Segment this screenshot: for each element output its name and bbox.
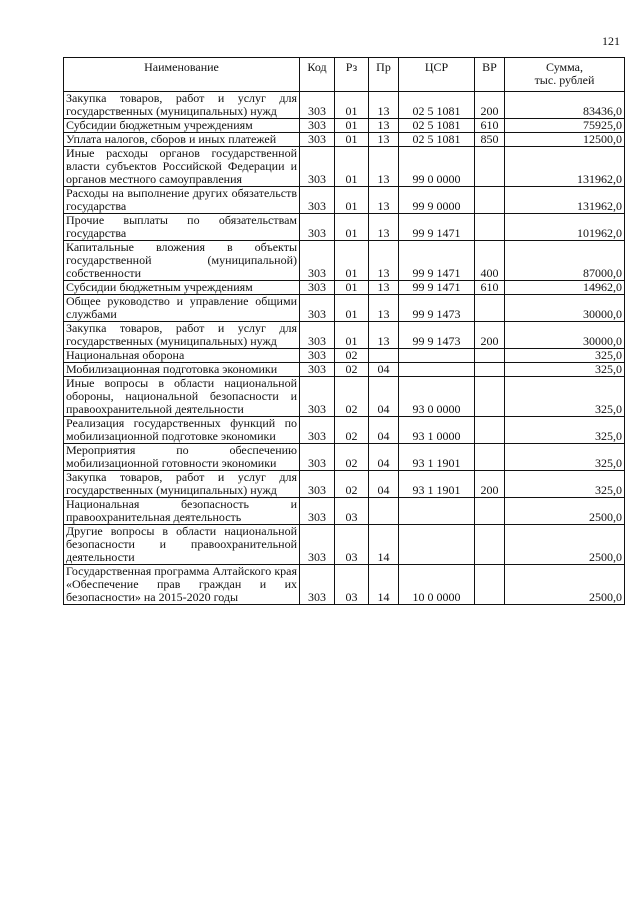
table-row (64, 295, 625, 322)
cell-vr: 610 (475, 119, 505, 133)
table-row (64, 471, 625, 498)
table-row (64, 349, 625, 363)
cell-kod: 303 (300, 498, 335, 525)
cell-kod: 303 (300, 322, 335, 349)
cell-rz: 02 (335, 377, 369, 417)
cell-rz: 02 (335, 471, 369, 498)
page-number: 121 (602, 34, 620, 48)
cell-kod: 303 (300, 471, 335, 498)
cell-rz: 01 (335, 295, 369, 322)
cell-name: Иные расходы органов государственной власти субъектов Российской Федерации и органов местного самоуправления (64, 147, 300, 187)
table-row (64, 525, 625, 565)
cell-name: Прочие выплаты по обязательствам государства (64, 214, 300, 241)
cell-sum: 101962,0 (505, 214, 625, 241)
cell-pr: 13 (369, 241, 399, 281)
table-row (64, 417, 625, 444)
cell-kod: 303 (300, 349, 335, 363)
table-row (64, 363, 625, 377)
cell-vr (475, 565, 505, 605)
cell-pr: 04 (369, 363, 399, 377)
cell-kod: 303 (300, 187, 335, 214)
cell-pr: 04 (369, 417, 399, 444)
cell-name: Общее руководство и управление общими службами (64, 295, 300, 322)
cell-pr: 13 (369, 322, 399, 349)
cell-vr (475, 147, 505, 187)
cell-sum: 14962,0 (505, 281, 625, 295)
cell-pr: 13 (369, 119, 399, 133)
cell-pr (369, 349, 399, 363)
cell-csr: 99 9 1471 (399, 241, 475, 281)
cell-csr: 10 0 0000 (399, 565, 475, 605)
cell-vr (475, 525, 505, 565)
cell-vr: 200 (475, 322, 505, 349)
header-rz: Рз (335, 58, 369, 92)
cell-kod: 303 (300, 133, 335, 147)
header-kod: Код (300, 58, 335, 92)
cell-rz: 02 (335, 417, 369, 444)
table-row (64, 241, 625, 281)
cell-pr: 04 (369, 444, 399, 471)
cell-sum: 75925,0 (505, 119, 625, 133)
cell-name: Национальная оборона (64, 349, 300, 363)
cell-kod: 303 (300, 119, 335, 133)
cell-rz: 01 (335, 147, 369, 187)
cell-pr: 13 (369, 92, 399, 119)
table-row (64, 322, 625, 349)
table-row (64, 133, 625, 147)
cell-name: Мероприятия по обеспечению мобилизационной готовности экономики (64, 444, 300, 471)
cell-kod: 303 (300, 241, 335, 281)
cell-pr: 13 (369, 295, 399, 322)
cell-vr: 400 (475, 241, 505, 281)
cell-name: Закупка товаров, работ и услуг для государственных (муниципальных) нужд (64, 322, 300, 349)
cell-kod: 303 (300, 525, 335, 565)
table-row (64, 147, 625, 187)
cell-csr: 99 9 1471 (399, 281, 475, 295)
cell-name: Другие вопросы в области национальной безопасности и правоохранительной деятельности (64, 525, 300, 565)
cell-csr: 99 9 1473 (399, 295, 475, 322)
cell-kod: 303 (300, 147, 335, 187)
cell-csr: 02 5 1081 (399, 92, 475, 119)
cell-sum: 325,0 (505, 444, 625, 471)
cell-name: Иные вопросы в области национальной обороны, национальной безопасности и правоохранительной деятельности (64, 377, 300, 417)
cell-name: Национальная безопасность и правоохранительная деятельность (64, 498, 300, 525)
cell-vr (475, 377, 505, 417)
cell-csr: 99 9 0000 (399, 187, 475, 214)
cell-csr: 93 0 0000 (399, 377, 475, 417)
cell-sum: 131962,0 (505, 187, 625, 214)
cell-rz: 01 (335, 281, 369, 295)
cell-csr: 93 1 1901 (399, 471, 475, 498)
cell-pr: 13 (369, 147, 399, 187)
cell-sum: 2500,0 (505, 565, 625, 605)
cell-name: Закупка товаров, работ и услуг для государственных (муниципальных) нужд (64, 92, 300, 119)
cell-csr: 02 5 1081 (399, 119, 475, 133)
cell-csr: 93 1 1901 (399, 444, 475, 471)
cell-csr: 02 5 1081 (399, 133, 475, 147)
cell-vr (475, 295, 505, 322)
header-vr: ВР (475, 58, 505, 92)
cell-pr: 04 (369, 471, 399, 498)
cell-sum: 325,0 (505, 377, 625, 417)
cell-pr: 14 (369, 525, 399, 565)
cell-pr: 13 (369, 281, 399, 295)
cell-rz: 02 (335, 444, 369, 471)
cell-name: Расходы на выполнение других обязательств государства (64, 187, 300, 214)
cell-sum: 2500,0 (505, 525, 625, 565)
cell-sum: 325,0 (505, 363, 625, 377)
cell-kod: 303 (300, 377, 335, 417)
cell-kod: 303 (300, 444, 335, 471)
cell-vr (475, 363, 505, 377)
cell-vr (475, 417, 505, 444)
cell-csr (399, 498, 475, 525)
cell-name: Закупка товаров, работ и услуг для государственных (муниципальных) нужд (64, 471, 300, 498)
cell-name: Субсидии бюджетным учреждениям (64, 281, 300, 295)
cell-vr (475, 444, 505, 471)
cell-pr: 13 (369, 214, 399, 241)
header-csr: ЦСР (399, 58, 475, 92)
cell-vr: 610 (475, 281, 505, 295)
table-header-row (64, 58, 625, 92)
table-row (64, 92, 625, 119)
budget-table (63, 57, 625, 605)
cell-vr (475, 214, 505, 241)
cell-vr (475, 349, 505, 363)
cell-csr (399, 349, 475, 363)
cell-vr: 200 (475, 471, 505, 498)
cell-rz: 01 (335, 133, 369, 147)
table-row (64, 214, 625, 241)
cell-vr (475, 498, 505, 525)
cell-rz: 01 (335, 92, 369, 119)
cell-pr: 13 (369, 133, 399, 147)
cell-sum: 30000,0 (505, 295, 625, 322)
cell-name: Государственная программа Алтайского края «Обеспечение прав граждан и их безопасности» на 2015-2020 годы (64, 565, 300, 605)
cell-kod: 303 (300, 281, 335, 295)
cell-kod: 303 (300, 214, 335, 241)
cell-rz: 01 (335, 322, 369, 349)
cell-vr: 200 (475, 92, 505, 119)
cell-sum: 87000,0 (505, 241, 625, 281)
cell-name: Мобилизационная подготовка экономики (64, 363, 300, 377)
cell-pr: 04 (369, 377, 399, 417)
header-name: Наименование (64, 58, 300, 92)
cell-kod: 303 (300, 417, 335, 444)
cell-sum: 325,0 (505, 417, 625, 444)
cell-csr (399, 363, 475, 377)
cell-csr: 99 9 1473 (399, 322, 475, 349)
cell-kod: 303 (300, 295, 335, 322)
table-row (64, 377, 625, 417)
cell-vr: 850 (475, 133, 505, 147)
table-row (64, 498, 625, 525)
table-row (64, 281, 625, 295)
table-row (64, 119, 625, 133)
cell-name: Реализация государственных функций по мобилизационной подготовке экономики (64, 417, 300, 444)
cell-name: Уплата налогов, сборов и иных платежей (64, 133, 300, 147)
cell-csr: 99 0 0000 (399, 147, 475, 187)
cell-sum: 131962,0 (505, 147, 625, 187)
cell-rz: 03 (335, 565, 369, 605)
table-row (64, 187, 625, 214)
table-row (64, 565, 625, 605)
cell-sum: 325,0 (505, 471, 625, 498)
cell-csr (399, 525, 475, 565)
cell-vr (475, 187, 505, 214)
cell-sum: 12500,0 (505, 133, 625, 147)
cell-csr: 99 9 1471 (399, 214, 475, 241)
cell-sum: 325,0 (505, 349, 625, 363)
cell-rz: 02 (335, 349, 369, 363)
cell-pr (369, 498, 399, 525)
cell-rz: 01 (335, 241, 369, 281)
header-sum: Сумма, тыс. рублей (505, 58, 625, 92)
cell-name: Субсидии бюджетным учреждениям (64, 119, 300, 133)
cell-rz: 01 (335, 187, 369, 214)
cell-rz: 02 (335, 363, 369, 377)
cell-sum: 83436,0 (505, 92, 625, 119)
cell-kod: 303 (300, 565, 335, 605)
cell-sum: 2500,0 (505, 498, 625, 525)
cell-kod: 303 (300, 363, 335, 377)
cell-rz: 03 (335, 525, 369, 565)
header-pr: Пр (369, 58, 399, 92)
cell-rz: 01 (335, 119, 369, 133)
cell-pr: 13 (369, 187, 399, 214)
cell-csr: 93 1 0000 (399, 417, 475, 444)
cell-pr: 14 (369, 565, 399, 605)
cell-name: Капитальные вложения в объекты государственной (муниципальной) собственности (64, 241, 300, 281)
cell-sum: 30000,0 (505, 322, 625, 349)
cell-kod: 303 (300, 92, 335, 119)
cell-rz: 01 (335, 214, 369, 241)
cell-rz: 03 (335, 498, 369, 525)
table-row (64, 444, 625, 471)
